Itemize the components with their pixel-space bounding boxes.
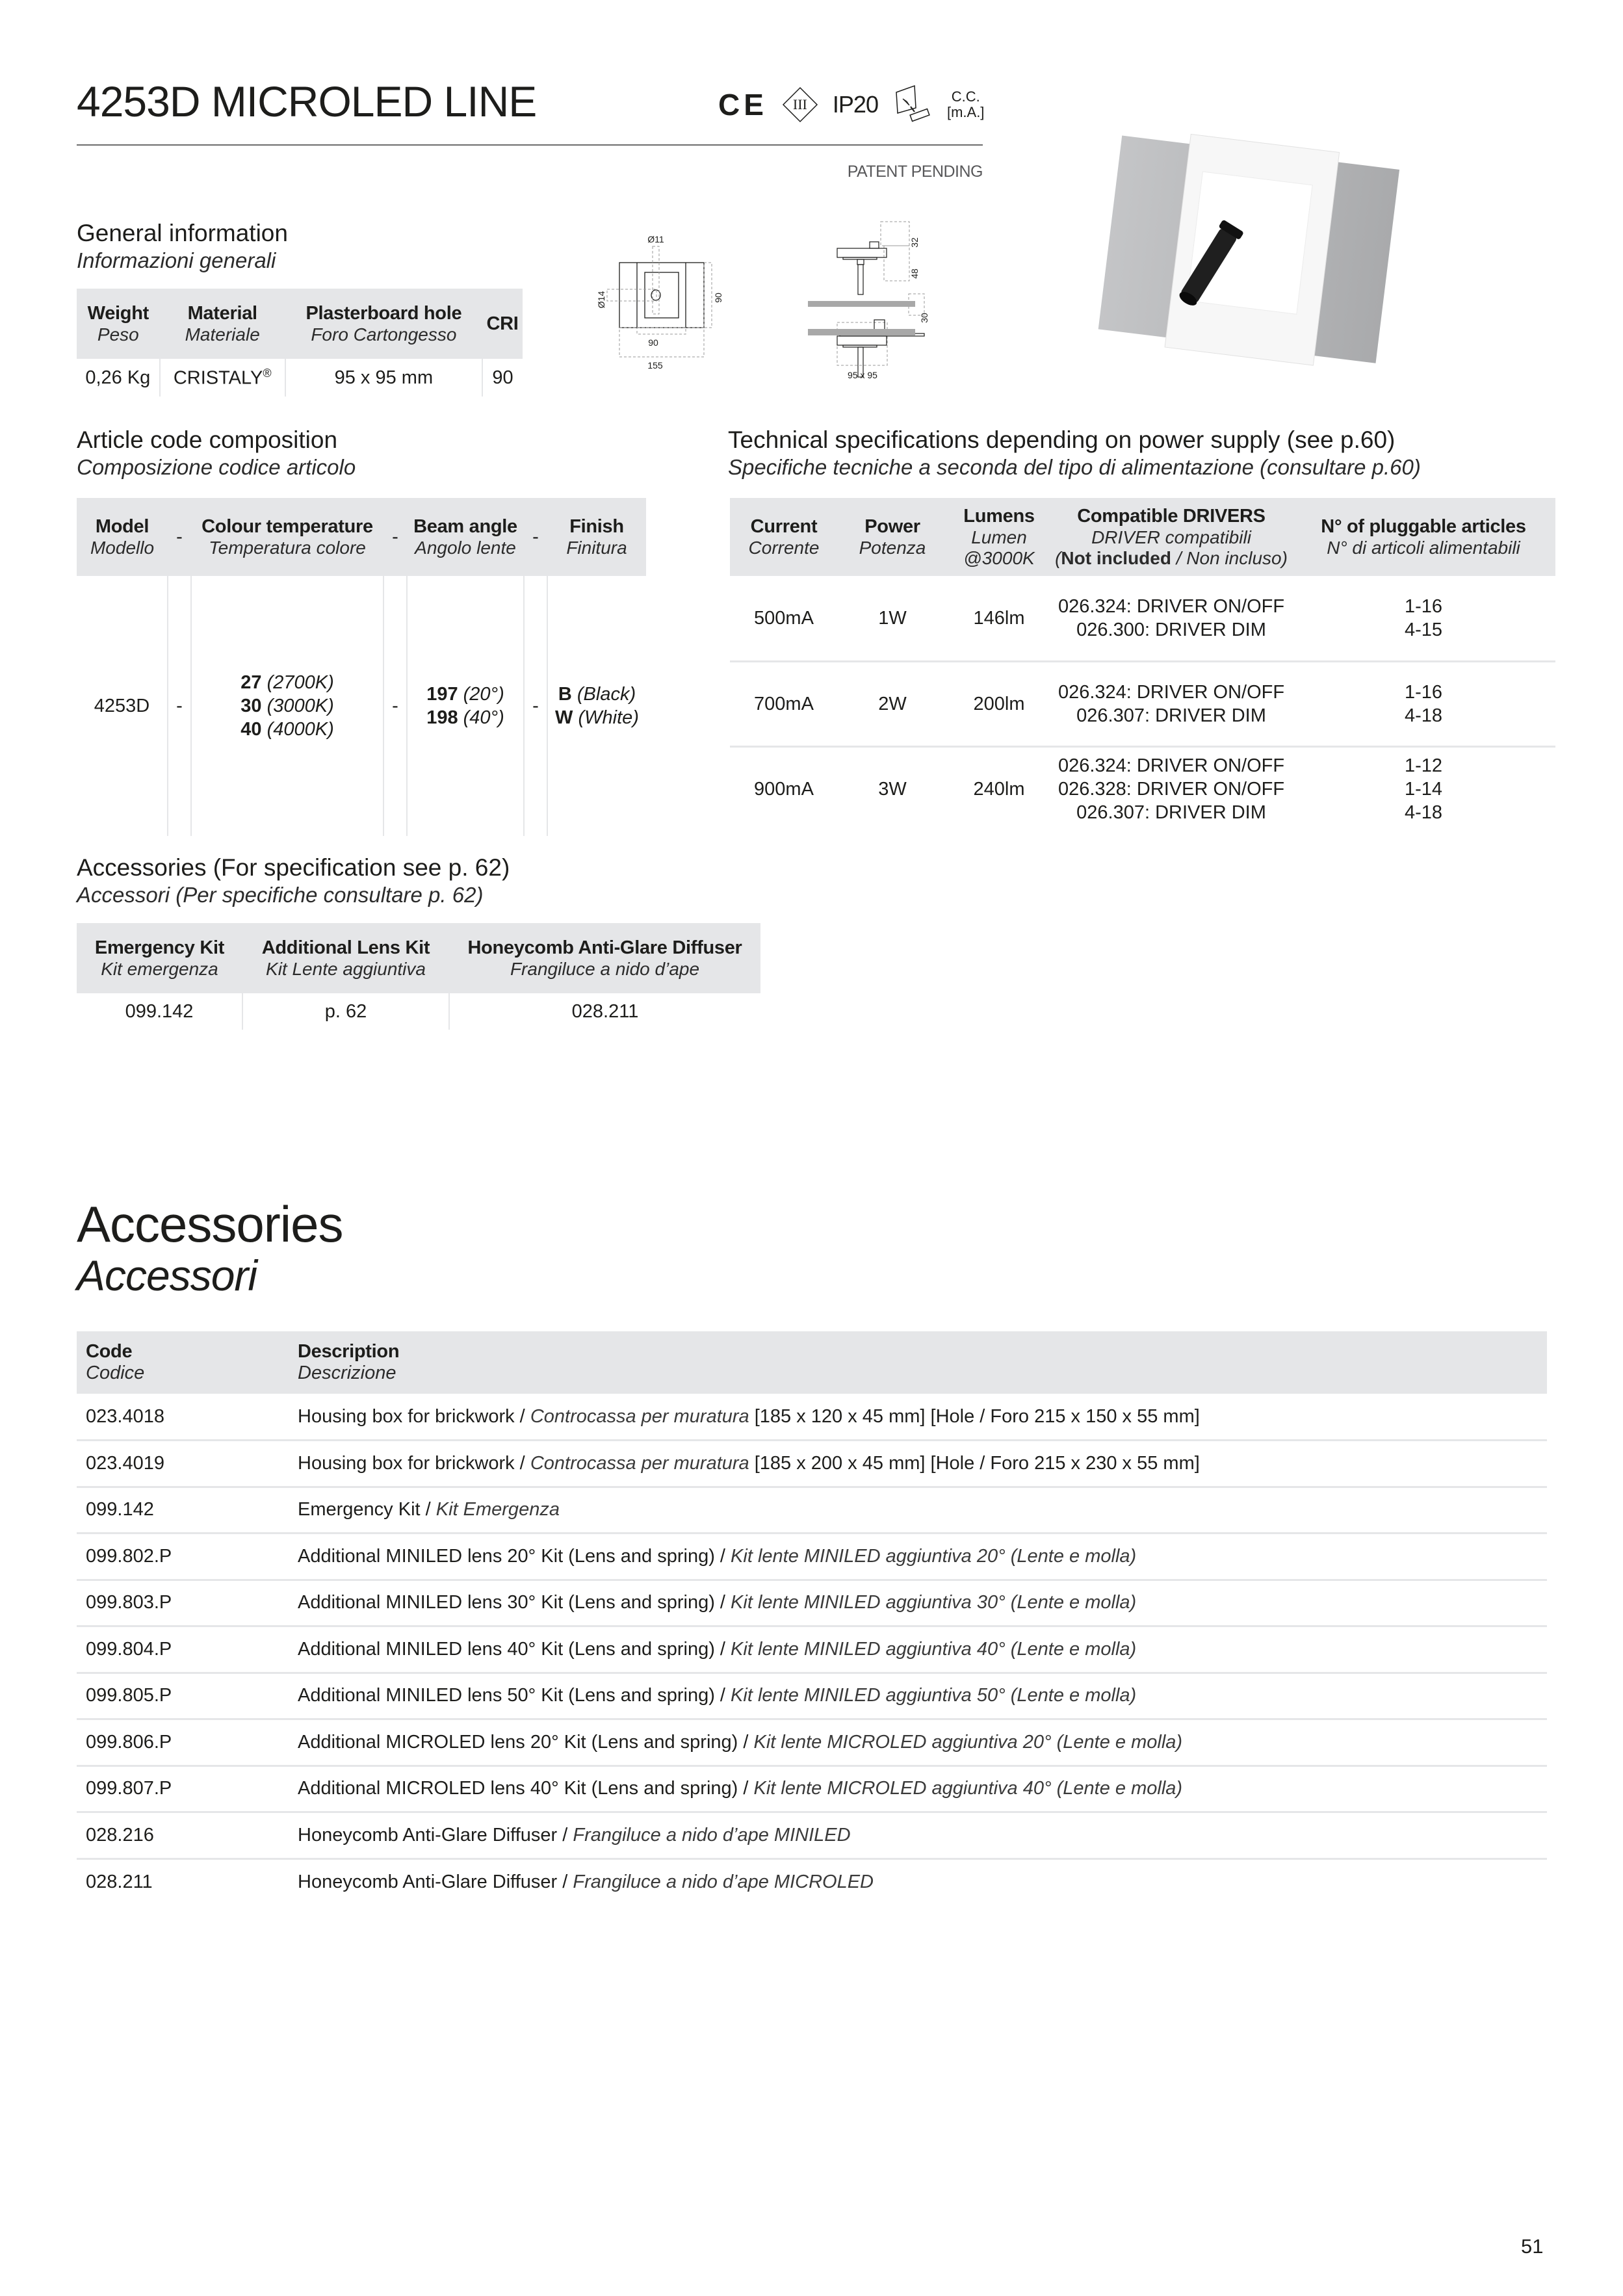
description-it: Kit lente MINILED aggiuntiva 40° (Lente e molla) bbox=[731, 1638, 1137, 1660]
article-code-subtitle: Composizione codice articolo bbox=[77, 455, 356, 479]
dimension-d11: Ø11 bbox=[647, 234, 664, 244]
pluggable-list: 1-16 4-18 bbox=[1292, 661, 1555, 746]
power-value: 1W bbox=[838, 576, 947, 661]
class-iii-icon: III bbox=[782, 86, 818, 123]
table-row bbox=[77, 1859, 1547, 1905]
accessory-description bbox=[289, 1719, 1547, 1766]
table-row bbox=[77, 1812, 1547, 1859]
description-en: Additional MICROLED lens 20° Kit (Lens and spring) / bbox=[298, 1731, 754, 1753]
dimension-hole: 95 x 95 bbox=[848, 370, 877, 380]
technical-specs-subtitle: Specifiche tecniche a seconda del tipo di alimentazione (consultare p.60) bbox=[728, 455, 1421, 479]
col-current: Current Corrente bbox=[730, 498, 838, 576]
table-row bbox=[77, 576, 646, 836]
accessories-spec-subtitle: Accessori (Per specifiche consultare p. 62) bbox=[77, 883, 484, 907]
description-it: Controcassa per muratura bbox=[530, 1405, 749, 1427]
accessories-table bbox=[77, 1331, 1547, 1905]
accessory-code: 023.4018 bbox=[77, 1394, 289, 1441]
accessory-code: 099.804.P bbox=[77, 1626, 289, 1673]
table-row bbox=[77, 1719, 1547, 1766]
patent-pending-label: PATENT PENDING bbox=[847, 163, 983, 181]
description-it: Controcassa per muratura bbox=[530, 1452, 749, 1474]
lens-kit-ref: p. 62 bbox=[242, 993, 449, 1030]
technical-drawing bbox=[578, 208, 1033, 397]
plasterboard-icon bbox=[892, 83, 933, 127]
lumens-value: 200lm bbox=[947, 661, 1051, 746]
accessory-description bbox=[289, 1533, 1547, 1580]
description-en: Housing box for brickwork / bbox=[298, 1405, 530, 1427]
col-weight: Weight Peso bbox=[77, 289, 160, 359]
accessory-description bbox=[289, 1441, 1547, 1487]
table-row bbox=[77, 1394, 1547, 1441]
accessory-description bbox=[289, 1580, 1547, 1626]
dimension-w155: 155 bbox=[647, 360, 663, 371]
accessory-code: 099.142 bbox=[77, 1487, 289, 1533]
separator: - bbox=[383, 498, 407, 576]
hole-value: 95 x 95 mm bbox=[285, 359, 482, 397]
table-row bbox=[77, 1766, 1547, 1812]
description-en: Honeycomb Anti-Glare Diffuser / bbox=[298, 1872, 573, 1892]
pluggable-list: 1-16 4-15 bbox=[1292, 576, 1555, 661]
separator: - bbox=[524, 576, 547, 836]
accessories-summary-table bbox=[77, 923, 760, 1030]
current-value: 900mA bbox=[754, 779, 814, 800]
drivers-list: 026.324: DRIVER ON/OFF 026.300: DRIVER DIM bbox=[1051, 576, 1292, 661]
separator: - bbox=[524, 498, 547, 576]
certification-badges bbox=[718, 82, 984, 127]
dimension-d14: Ø14 bbox=[596, 291, 606, 309]
table-row bbox=[730, 746, 1555, 831]
ce-mark-icon: CE bbox=[718, 88, 768, 122]
table-row bbox=[77, 1673, 1547, 1719]
accessory-description bbox=[289, 1766, 1547, 1812]
accessory-code: 028.216 bbox=[77, 1812, 289, 1859]
col-model: Model Modello bbox=[77, 498, 168, 576]
drivers-list: 026.324: DRIVER ON/OFF 026.307: DRIVER DIM bbox=[1051, 661, 1292, 746]
accessories-spec-title: Accessories (For specification see p. 62) bbox=[77, 854, 510, 881]
col-emergency-kit: Emergency Kit Kit emergenza bbox=[77, 923, 242, 993]
ip-rating: IP20 bbox=[832, 91, 878, 118]
description-en: Additional MICROLED lens 40° Kit (Lens and spring) / bbox=[298, 1778, 754, 1799]
table-row bbox=[77, 1487, 1547, 1533]
accessory-code: 099.805.P bbox=[77, 1673, 289, 1719]
accessory-code: 099.802.P bbox=[77, 1533, 289, 1580]
drivers-list: 026.324: DRIVER ON/OFF 026.328: DRIVER ON/OFF 026.307: DRIVER DIM bbox=[1058, 755, 1285, 824]
lumens-value: 240lm bbox=[973, 779, 1025, 800]
accessory-description bbox=[289, 1812, 1547, 1859]
dimension-h30: 30 bbox=[919, 313, 929, 323]
dimension-w90: 90 bbox=[648, 337, 658, 348]
col-cri: CRI bbox=[482, 289, 523, 359]
description-it: Kit lente MINILED aggiuntiva 50° (Lente e molla) bbox=[731, 1685, 1137, 1706]
dimension-h32: 32 bbox=[909, 237, 920, 248]
constant-current-label: C.C. [m.A.] bbox=[946, 88, 985, 120]
col-plasterboard-hole: Plasterboard hole Foro Cartongesso bbox=[285, 289, 482, 359]
dimension-h48: 48 bbox=[909, 268, 920, 279]
accessory-description bbox=[289, 1626, 1547, 1673]
col-code: Code Codice bbox=[77, 1331, 289, 1394]
finish-options: B (Black) W (White) bbox=[555, 684, 639, 728]
weight-value: 0,26 Kg bbox=[77, 359, 160, 397]
col-description: Description Descrizione bbox=[289, 1331, 1547, 1394]
accessory-description bbox=[289, 1673, 1547, 1719]
cri-value: 90 bbox=[492, 367, 513, 388]
description-it: Frangiluce a nido d’ape MICROLED bbox=[573, 1872, 874, 1892]
accessory-description bbox=[289, 1859, 1547, 1905]
power-value: 3W bbox=[878, 779, 907, 800]
col-pluggable-articles: N° of pluggable articles N° di articoli alimentabili bbox=[1292, 498, 1555, 576]
col-material: Material Materiale bbox=[160, 289, 285, 359]
page-number: 51 bbox=[1521, 2235, 1544, 2258]
accessory-code: 023.4019 bbox=[77, 1441, 289, 1487]
description-it: Kit lente MINILED aggiuntiva 20° (Lente e molla) bbox=[731, 1545, 1137, 1567]
description-en: Additional MINILED lens 40° Kit (Lens and spring) / bbox=[298, 1638, 731, 1660]
separator: - bbox=[168, 576, 191, 836]
table-row bbox=[77, 1626, 1547, 1673]
accessory-code: 099.806.P bbox=[77, 1719, 289, 1766]
col-lens-kit: Additional Lens Kit Kit Lente aggiuntiva bbox=[242, 923, 449, 993]
article-code-table bbox=[77, 498, 646, 836]
col-finish: Finish Finitura bbox=[547, 498, 646, 576]
table-row bbox=[77, 1580, 1547, 1626]
description-it: Frangiluce a nido d’ape MINILED bbox=[573, 1824, 851, 1846]
table-row bbox=[77, 1533, 1547, 1580]
lumens-value: 146lm bbox=[947, 576, 1051, 661]
general-info-subtitle: Informazioni generali bbox=[77, 248, 276, 272]
accessory-code: 028.211 bbox=[86, 1872, 153, 1892]
description-it: Kit Emergenza bbox=[435, 1499, 560, 1520]
article-code-title: Article code composition bbox=[77, 426, 338, 453]
table-row bbox=[730, 576, 1555, 661]
description-en: Housing box for brickwork / bbox=[298, 1452, 530, 1474]
accessory-description bbox=[289, 1394, 1547, 1441]
technical-specs-title: Technical specifications depending on power supply (see p.60) bbox=[728, 426, 1396, 453]
table-row bbox=[730, 661, 1555, 746]
separator: - bbox=[383, 576, 407, 836]
table-row bbox=[77, 993, 760, 1030]
description-en: Honeycomb Anti-Glare Diffuser / bbox=[298, 1824, 573, 1846]
description-en: Additional MINILED lens 50° Kit (Lens and spring) / bbox=[298, 1685, 731, 1706]
accessory-code: 099.807.P bbox=[77, 1766, 289, 1812]
col-diffuser: Honeycomb Anti-Glare Diffuser Frangiluce a nido d’ape bbox=[449, 923, 760, 993]
material-value: CRISTALY® bbox=[160, 359, 285, 397]
dimension-h90: 90 bbox=[713, 293, 723, 303]
pluggable-list: 1-12 1-14 4-18 bbox=[1404, 755, 1443, 824]
col-beam-angle: Beam angle Angolo lente bbox=[407, 498, 524, 576]
model-value: 4253D bbox=[77, 576, 168, 836]
dimension-diagram bbox=[578, 208, 1033, 397]
general-info-title: General information bbox=[77, 220, 288, 246]
beam-options: 197 (20°) 198 (40°) bbox=[407, 576, 524, 836]
description-it: Kit lente MICROLED aggiuntiva 20° (Lente e molla) bbox=[753, 1731, 1183, 1753]
emergency-kit-code: 099.142 bbox=[77, 993, 242, 1030]
current-value: 500mA bbox=[730, 576, 838, 661]
table-row bbox=[77, 1441, 1547, 1487]
page-title: 4253D MICROLED LINE bbox=[77, 77, 537, 125]
colour-options: 27 (2700K) 30 (3000K) 40 (4000K) bbox=[191, 576, 383, 836]
accessories-subheading: Accessori bbox=[77, 1251, 257, 1299]
title-divider bbox=[77, 144, 983, 146]
description-dimensions: [185 x 120 x 45 mm] [Hole / Foro 215 x 150 x 55 mm] bbox=[749, 1405, 1200, 1427]
accessory-code: 099.803.P bbox=[77, 1580, 289, 1626]
col-compatible-drivers: Compatible DRIVERS DRIVER compatibili (Not included / Non incluso) bbox=[1051, 498, 1292, 576]
description-en: Emergency Kit / bbox=[298, 1499, 436, 1520]
col-power: Power Potenza bbox=[838, 498, 947, 576]
separator: - bbox=[168, 498, 191, 576]
current-value: 700mA bbox=[730, 661, 838, 746]
col-lumens: Lumens Lumen @3000K bbox=[947, 498, 1051, 576]
accessory-description bbox=[289, 1487, 1547, 1533]
accessories-heading: Accessories bbox=[77, 1195, 343, 1253]
general-info-table bbox=[77, 289, 523, 397]
description-en: Additional MINILED lens 20° Kit (Lens and spring) / bbox=[298, 1545, 731, 1567]
description-dimensions: [185 x 200 x 45 mm] [Hole / Foro 215 x 230 x 55 mm] bbox=[749, 1452, 1200, 1474]
product-photo bbox=[1079, 127, 1443, 387]
description-en: Additional MINILED lens 30° Kit (Lens and spring) / bbox=[298, 1592, 731, 1613]
power-value: 2W bbox=[838, 661, 947, 746]
description-it: Kit lente MICROLED aggiuntiva 40° (Lente e molla) bbox=[753, 1778, 1183, 1799]
description-it: Kit lente MINILED aggiuntiva 30° (Lente e molla) bbox=[731, 1592, 1137, 1613]
table-row bbox=[77, 359, 523, 397]
diffuser-code: 028.211 bbox=[571, 1000, 639, 1022]
technical-specs-table bbox=[730, 498, 1555, 831]
col-colour-temperature: Colour temperature Temperatura colore bbox=[191, 498, 383, 576]
